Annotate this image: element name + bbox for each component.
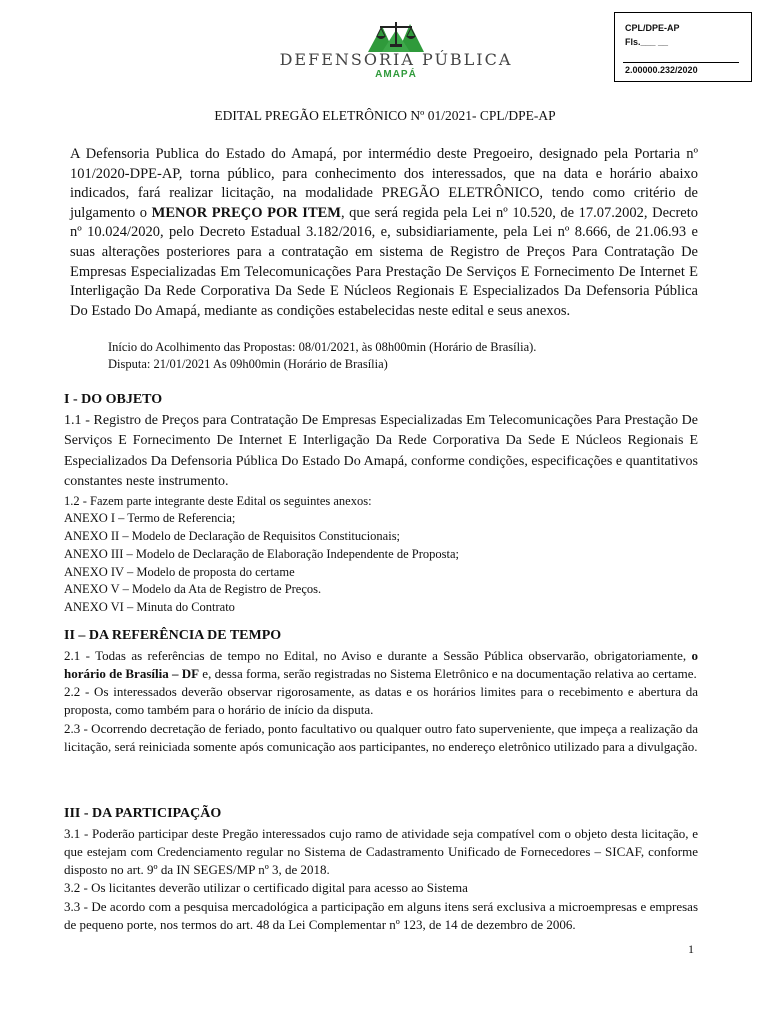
section-heading: III - DA PARTICIPAÇÃO bbox=[64, 806, 222, 821]
stamp-line-2: Fls.___ __ bbox=[625, 37, 669, 47]
section-paragraph: 1.1 - Registro de Preços para Contratação De Empresas Especializadas Em Telecomunicações Para Prestação De Serviços E Fornecimento De Internet E Interligação Da Rede Corporativa Da Sede E Núcleos Regionais E Especializados Da Defensoria Pública Do Estado Do Amapá, conforme condições, especificações e quantitativos constantes neste instrumento. bbox=[64, 412, 698, 489]
annex-item: ANEXO V – Modelo da Ata de Registro de Preços. bbox=[64, 582, 322, 597]
annex-item: ANEXO VI – Minuta do Contrato bbox=[64, 600, 235, 615]
schedule-dispute: Disputa: 21/01/2021 As 09h00min (Horário de Brasília) bbox=[108, 357, 388, 371]
section-heading: I - DO OBJETO bbox=[64, 392, 163, 407]
page-number: 1 bbox=[688, 942, 694, 956]
section-paragraph: 3.3 - De acordo com a pesquisa mercadológica a participação em alguns itens será exclusiva a microempresas e empresas de pequeno porte, nos termos do art. 48 da Lei Complementar nº 123, de 14 de dezembro de 2006. bbox=[64, 898, 698, 932]
scales-of-justice-icon bbox=[360, 20, 432, 54]
document-title: EDITAL PREGÃO ELETRÔNICO Nº 01/2021- CPL/DPE-AP bbox=[214, 108, 556, 123]
section-paragraph: 3.1 - Poderão participar deste Pregão interessados cujo ramo de atividade seja compatível com o objeto desta licitação, e que estejam com Credenciamento regular no Sistema de Cadastramento Unificado de Fornecedores – SICAF, conforme disposto no art. 9º da IN SEGES/MP nº 3, de 2018. bbox=[64, 825, 698, 878]
schedule-lines bbox=[108, 339, 668, 373]
section-paragraph: 2.3 - Ocorrendo decretação de feriado, ponto facultativo ou qualquer outro fato superveniente, que impeça a realização da licitação, será reiniciada somente após comunicação aos participantes, no endereço eletrônico utilizado para a divulgação. bbox=[64, 720, 698, 754]
paragraph-text: e, dessa forma, serão registradas no Sistema Eletrônico e na documentação relativa ao certame. bbox=[199, 665, 697, 681]
section-paragraph bbox=[64, 647, 698, 684]
paragraph-bold: o horário de Brasília – DF bbox=[64, 647, 698, 681]
defensoria-logo bbox=[270, 20, 522, 82]
section-participacao bbox=[64, 804, 698, 934]
org-state: AMAPÁ bbox=[375, 69, 417, 80]
stamp-divider bbox=[623, 62, 739, 63]
section-paragraph: 1.2 - Fazem parte integrante deste Edital os seguintes anexos: bbox=[64, 493, 372, 508]
section-heading: II – DA REFERÊNCIA DE TEMPO bbox=[64, 628, 282, 643]
section-paragraph: 2.2 - Os interessados deverão observar rigorosamente, as datas e os horários limites para o recebimento e abertura da proposta, como também para o horário de início da disputa. bbox=[64, 684, 698, 718]
annex-item: ANEXO IV – Modelo de proposta do certame bbox=[64, 564, 295, 579]
intro-text-2: , que será regida pela Lei nº 10.520, de 17.07.2002, Decreto nº 10.024/2020, pelo Decreto Estadual 3.182/2016, e, subsidiariamente, pela Lei nº 8.666, de 21.06.93 e suas alterações posteriores para a contratação em sistema de Registro de Preços Para Contratação De Empresas Especializadas Em Telecomunicações Para Prestação De Serviços E Fornecimento De Internet E Interligação Da Rede Corporativa Da Sede E Núcleos Regionais E Especializados Da Defensoria Pública Do Estado Do Amapá, mediante as condições estabelecidas neste edital e seus anexos. bbox=[70, 204, 698, 319]
section-paragraph: 3.2 - Os licitantes deverão utilizar o certificado digital para acesso ao Sistema bbox=[64, 880, 468, 896]
intro-paragraph bbox=[70, 145, 698, 321]
annex-item: ANEXO II – Modelo de Declaração de Requisitos Constitucionais; bbox=[64, 529, 401, 544]
stamp-process-number: 2.00000.232/2020 bbox=[625, 65, 698, 75]
org-name: DEFENSORIA PÚBLICA bbox=[279, 50, 513, 69]
intro-text-1: A Defensoria Publica do Estado do Amapá, por intermédio deste Pregoeiro, designado pela Portaria nº 101/2020-DPE-AP, torna público, para conhecimento dos interessados, que na data e horário abaixo indicados, fará realizar licitação, na modalidade PREGÃO ELETRÔNICO, tendo como critério de julgamento o bbox=[70, 146, 698, 221]
schedule-start: Início do Acolhimento das Propostas: 08/01/2021, às 08h00min (Horário de Brasília). bbox=[108, 340, 537, 354]
section-referencia-tempo bbox=[64, 626, 698, 756]
annex-item: ANEXO III – Modelo de Declaração de Elaboração Independente de Proposta; bbox=[64, 546, 459, 561]
protocol-stamp bbox=[614, 12, 752, 82]
intro-bold-criterion: MENOR PREÇO POR ITEM bbox=[151, 204, 341, 221]
annex-item: ANEXO I – Termo de Referencia; bbox=[64, 511, 236, 526]
section-objeto bbox=[64, 390, 698, 617]
stamp-line-1: CPL/DPE-AP bbox=[625, 23, 680, 33]
paragraph-text: 2.1 - Todas as referências de tempo no Edital, no Aviso e durante a Sessão Pública observarão, obrigatoriamente, bbox=[64, 647, 692, 663]
